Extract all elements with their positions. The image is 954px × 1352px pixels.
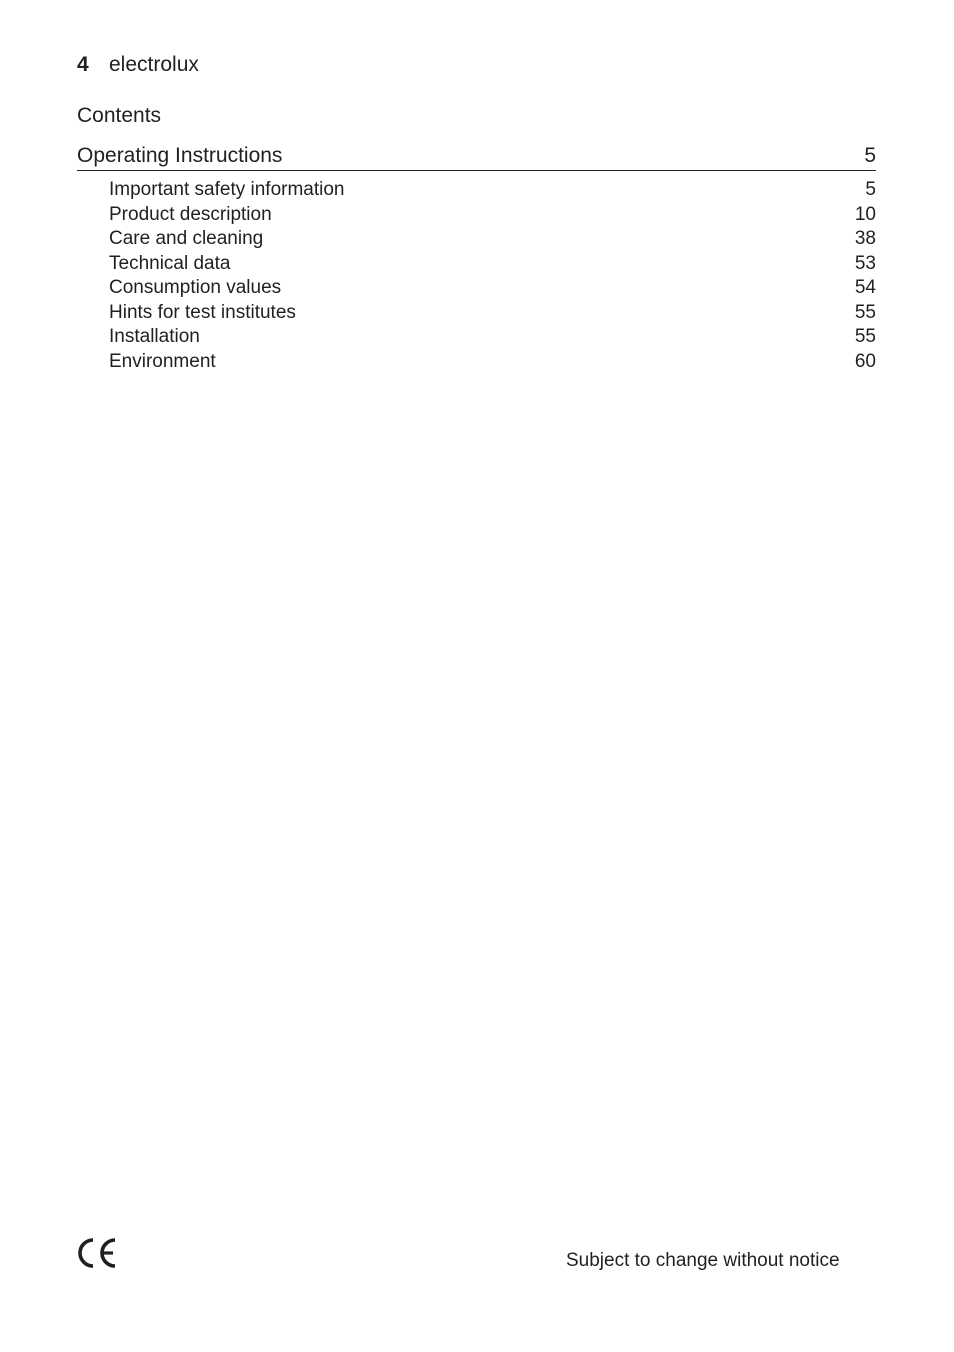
toc-item-page: 53 bbox=[854, 252, 876, 274]
toc-item-technical-data[interactable] bbox=[109, 252, 876, 277]
toc-item-page: 38 bbox=[854, 228, 876, 249]
page-header bbox=[77, 52, 199, 78]
footer-note: Subject to change without notice bbox=[566, 1250, 840, 1271]
toc-list bbox=[77, 178, 876, 374]
ce-mark-icon bbox=[77, 1237, 119, 1269]
toc-item-care-and-cleaning[interactable] bbox=[109, 227, 876, 252]
toc-item-hints-for-test-institutes[interactable] bbox=[109, 301, 876, 326]
toc-item-label: Technical data bbox=[109, 252, 231, 274]
toc-item-label: Environment bbox=[109, 350, 216, 372]
toc-item-consumption-values[interactable] bbox=[109, 276, 876, 301]
page-number: 4 bbox=[77, 53, 89, 76]
toc-item-label: Product description bbox=[109, 203, 272, 225]
section-title: Operating Instructions bbox=[77, 144, 283, 167]
toc-item-installation[interactable] bbox=[109, 325, 876, 350]
toc-item-product-description[interactable] bbox=[109, 203, 876, 228]
toc-section bbox=[77, 143, 876, 374]
toc-item-label: Consumption values bbox=[109, 277, 282, 298]
toc-item-label: Important safety information bbox=[109, 179, 345, 200]
toc-item-page: 5 bbox=[865, 179, 876, 200]
toc-item-page: 60 bbox=[854, 350, 876, 372]
brand-name: electrolux bbox=[109, 53, 199, 76]
toc-item-page: 55 bbox=[854, 301, 876, 323]
toc-item-label: Care and cleaning bbox=[109, 228, 264, 249]
toc-item-page: 54 bbox=[854, 277, 876, 298]
section-heading[interactable] bbox=[77, 143, 876, 171]
toc-item-label: Hints for test institutes bbox=[109, 301, 296, 323]
section-page: 5 bbox=[864, 144, 876, 167]
contents-title: Contents bbox=[77, 104, 162, 127]
toc-item-label: Installation bbox=[109, 326, 200, 347]
toc-item-environment[interactable] bbox=[109, 350, 876, 375]
toc-item-page: 55 bbox=[854, 326, 876, 347]
toc-item-important-safety-information[interactable] bbox=[109, 178, 876, 203]
toc-item-page: 10 bbox=[854, 203, 876, 225]
